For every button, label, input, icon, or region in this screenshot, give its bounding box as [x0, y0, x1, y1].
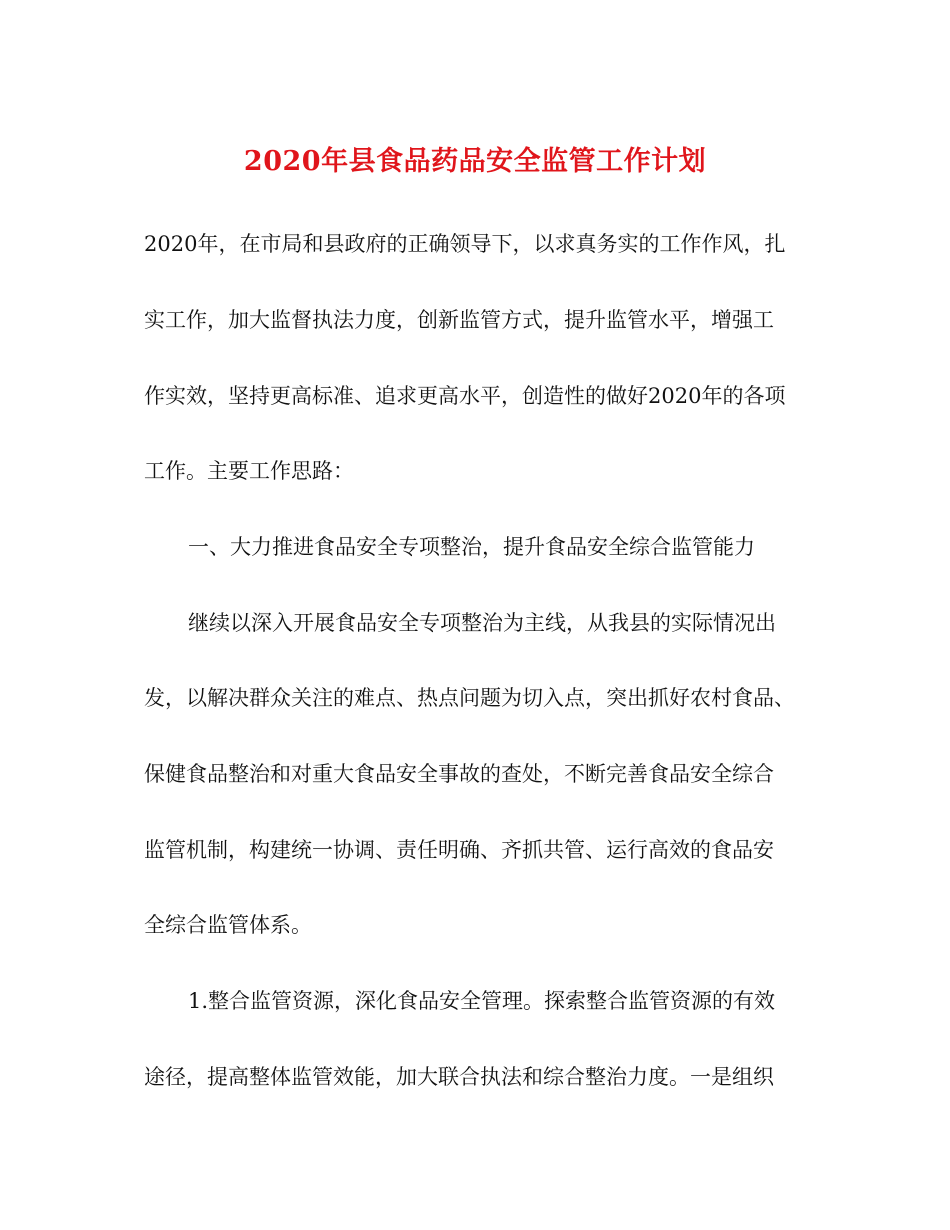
- paragraph-line: 保健食品整治和对重大食品安全事故的查处，不断完善食品安全综合: [144, 762, 774, 786]
- paragraph-line: 继续以深入开展食品安全专项整治为主线，从我县的实际情况出: [188, 611, 776, 635]
- paragraph-line: 2020年，在市局和县政府的正确领导下，以求真务实的工作作风，扎: [144, 232, 786, 256]
- paragraph-line: 途径，提高整体监管效能，加大联合执法和综合整治力度。一是组织: [144, 1065, 774, 1089]
- paragraph-line: 作实效，坚持更高标准、追求更高水平，创造性的做好2020年的各项: [144, 384, 786, 408]
- paragraph-line: 1.整合监管资源，深化食品安全管理。探索整合监管资源的有效: [188, 989, 776, 1013]
- section-heading: 一、大力推进食品安全专项整治，提升食品安全综合监管能力: [188, 535, 755, 559]
- paragraph-line: 实工作，加大监督执法力度，创新监管方式，提升监管水平，增强工: [144, 308, 774, 332]
- paragraph-line: 全综合监管体系。: [144, 913, 312, 937]
- document-title: 2020年县食品药品安全监管工作计划: [243, 146, 707, 177]
- paragraph-line: 监管机制，构建统一协调、责任明确、齐抓共管、运行高效的食品安: [144, 838, 774, 862]
- paragraph-line: 发，以解决群众关注的难点、热点问题为切入点，突出抓好农村食品、: [144, 686, 795, 710]
- paragraph-line: 工作。主要工作思路：: [144, 459, 354, 483]
